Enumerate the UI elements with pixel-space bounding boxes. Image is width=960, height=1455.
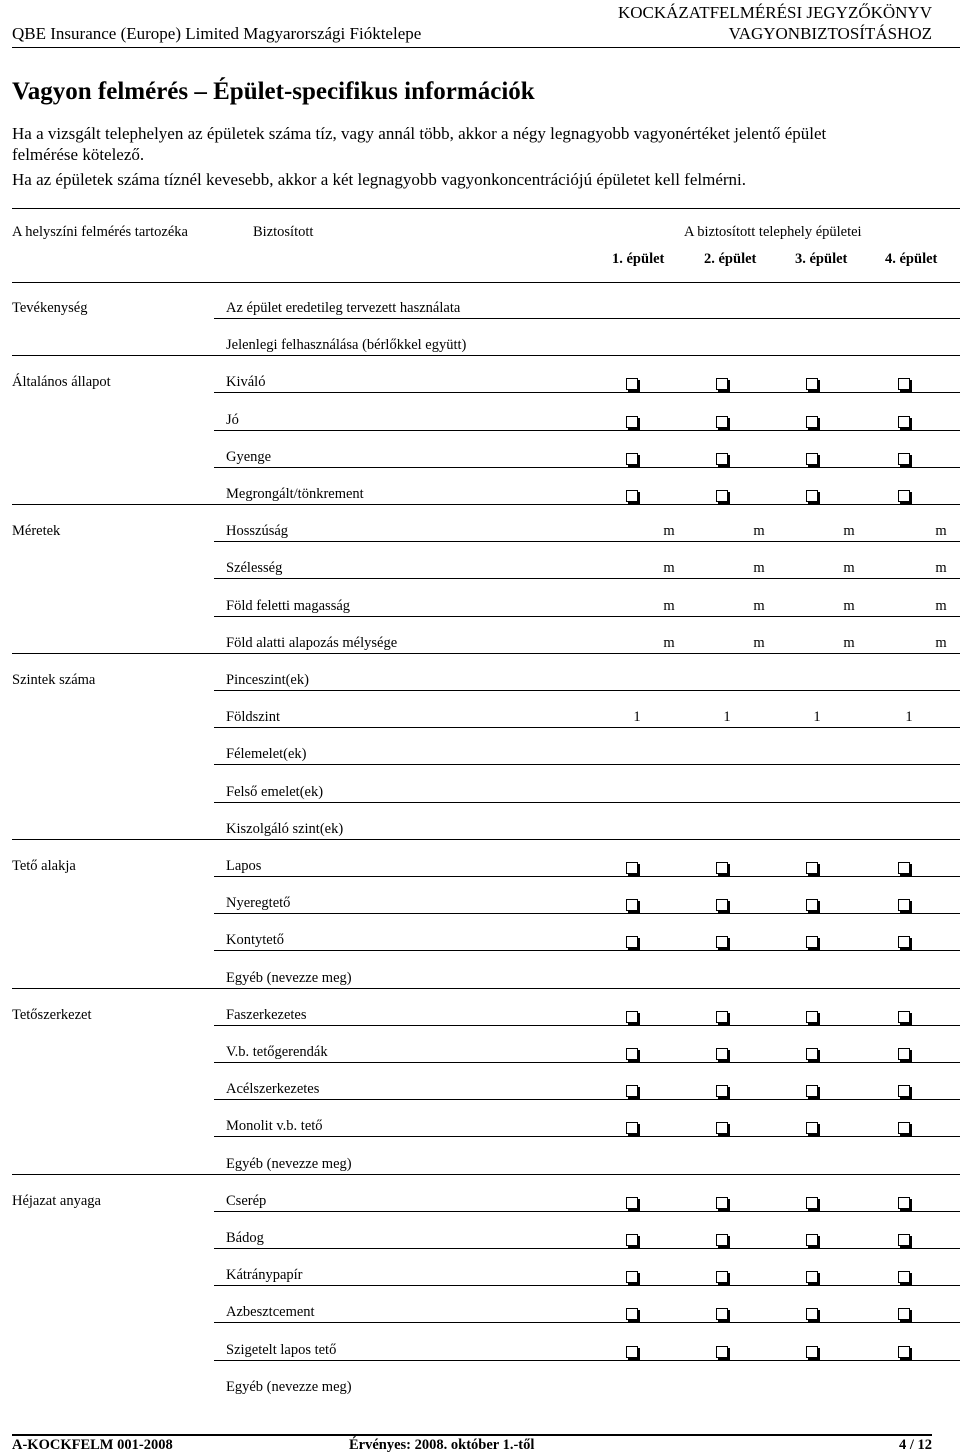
row-label: Föld feletti magasság	[226, 597, 351, 614]
row-label: Egyéb (nevezze meg)	[226, 969, 352, 986]
row-label: Hosszúság	[226, 523, 289, 540]
checkbox-building-4[interactable]	[898, 1197, 910, 1209]
checkbox-building-3[interactable]	[806, 416, 818, 428]
checkbox-building-1[interactable]	[626, 416, 638, 428]
checkbox-building-2[interactable]	[716, 490, 728, 502]
row-label: V.b. tetőgerendák	[226, 1044, 328, 1060]
cell-building-1: m	[663, 597, 675, 614]
checkbox-building-2[interactable]	[716, 453, 728, 465]
checkbox-building-2[interactable]	[716, 1346, 728, 1358]
cell-building-1: m	[663, 523, 675, 540]
checkbox-building-1[interactable]	[626, 1308, 638, 1320]
cell-building-4: m	[935, 560, 947, 577]
row-rule	[214, 1136, 960, 1137]
checkbox-building-1[interactable]	[626, 899, 638, 911]
cell-building-4: m	[935, 523, 947, 540]
checkbox-building-2[interactable]	[716, 1271, 728, 1283]
row-label: Egyéb (nevezze meg)	[226, 1155, 352, 1172]
row-label: Felső emelet(ek)	[226, 783, 324, 800]
checkbox-building-3[interactable]	[806, 453, 818, 465]
checkbox-building-4[interactable]	[898, 1308, 910, 1320]
checkbox-building-3[interactable]	[806, 1234, 818, 1246]
row-rule	[214, 764, 960, 765]
row-label: Gyenge	[226, 448, 272, 465]
row-rule	[214, 430, 960, 431]
row-rule	[12, 504, 960, 505]
checkbox-building-2[interactable]	[716, 899, 728, 911]
checkbox-building-3[interactable]	[806, 1122, 818, 1134]
checkbox-building-3[interactable]	[806, 1308, 818, 1320]
footer-rule	[12, 1434, 932, 1436]
checkbox-building-4[interactable]	[898, 490, 910, 502]
row-rule	[12, 988, 960, 989]
row-label: Félemelet(ek)	[226, 746, 307, 763]
checkbox-building-3[interactable]	[806, 1271, 818, 1283]
row-label: Pinceszint(ek)	[226, 672, 309, 688]
checkbox-building-2[interactable]	[716, 1308, 728, 1320]
checkbox-building-4[interactable]	[898, 936, 910, 948]
checkbox-building-4[interactable]	[898, 862, 910, 874]
row-rule	[214, 690, 960, 691]
checkbox-building-4[interactable]	[898, 899, 910, 911]
row-label: Nyeregtető	[226, 895, 291, 912]
checkbox-building-1[interactable]	[626, 1346, 638, 1358]
checkbox-building-1[interactable]	[626, 1085, 638, 1097]
checkbox-building-4[interactable]	[898, 1346, 910, 1358]
cell-building-2: 1	[723, 709, 731, 726]
row-label: Cserép	[226, 1192, 267, 1209]
row-label: Lapos	[226, 858, 262, 874]
checkbox-building-1[interactable]	[626, 378, 638, 390]
checkbox-building-3[interactable]	[806, 899, 818, 911]
row-label: Azbesztcement	[226, 1304, 315, 1321]
row-category: Általános állapot	[12, 374, 111, 391]
checkbox-building-2[interactable]	[716, 1011, 728, 1023]
row-label: Acélszerkezetes	[226, 1081, 320, 1098]
row-label: Bádog	[226, 1230, 264, 1246]
header-rule	[12, 47, 960, 48]
cell-building-1: 1	[633, 709, 641, 726]
row-rule	[214, 727, 960, 728]
row-label: Megrongált/tönkrement	[226, 486, 364, 502]
row-rule	[214, 1211, 960, 1212]
row-label: Földszint	[226, 709, 280, 726]
cell-building-2: m	[753, 560, 765, 577]
checkbox-building-4[interactable]	[898, 1085, 910, 1097]
checkbox-building-2[interactable]	[716, 416, 728, 428]
row-rule	[214, 802, 960, 803]
cell-building-4: 1	[905, 709, 913, 726]
checkbox-building-4[interactable]	[898, 1048, 910, 1060]
checkbox-building-3[interactable]	[806, 1346, 818, 1358]
row-rule	[12, 355, 960, 356]
checkbox-building-1[interactable]	[626, 490, 638, 502]
row-category: Héjazat anyaga	[12, 1192, 101, 1209]
intro-line-1: Ha a vizsgált telephelyen az épületek száma tíz, vagy annál több, akkor a négy legnagyobb vagyonértéket jelentő épület	[12, 124, 827, 143]
cell-building-2: m	[753, 597, 765, 614]
checkbox-building-2[interactable]	[716, 1197, 728, 1209]
row-rule	[214, 1062, 960, 1063]
row-rule	[214, 318, 960, 319]
row-label: Kiváló	[226, 374, 266, 391]
row-label: Szélesség	[226, 560, 283, 577]
row-rule	[12, 839, 960, 840]
row-rule	[214, 1248, 960, 1249]
checkbox-building-1[interactable]	[626, 1197, 638, 1209]
row-category: Méretek	[12, 523, 61, 540]
checkbox-building-1[interactable]	[626, 1011, 638, 1023]
row-category: Tető alakja	[12, 858, 76, 874]
building-2-header: 2. épület	[704, 251, 757, 267]
row-label: Faszerkezetes	[226, 1006, 307, 1023]
intro-line-2: felmérése kötelező.	[12, 145, 145, 164]
row-label: Egyéb (nevezze meg)	[226, 1378, 352, 1395]
checkbox-building-2[interactable]	[716, 936, 728, 948]
row-label: Kátránypapír	[226, 1267, 303, 1284]
checkbox-building-3[interactable]	[806, 1085, 818, 1097]
row-rule	[214, 616, 960, 617]
footer-validity: Érvényes: 2008. október 1.-től	[349, 1437, 535, 1453]
checkbox-building-4[interactable]	[898, 1271, 910, 1283]
row-rule	[12, 653, 960, 654]
row-rule	[214, 876, 960, 877]
checkbox-building-3[interactable]	[806, 1197, 818, 1209]
checkbox-building-2[interactable]	[716, 1234, 728, 1246]
column-header-insured: Biztosított	[253, 224, 314, 240]
row-rule	[214, 467, 960, 468]
column-header-attachment: A helyszíni felmérés tartozéka	[12, 224, 188, 240]
building-3-header: 3. épület	[795, 251, 848, 267]
row-label: Kontytető	[226, 932, 284, 949]
row-label: Jó	[226, 411, 239, 428]
checkbox-building-2[interactable]	[716, 378, 728, 390]
row-rule	[214, 1360, 960, 1361]
checkbox-building-1[interactable]	[626, 1122, 638, 1134]
row-rule	[214, 578, 960, 579]
building-1-header: 1. épület	[612, 251, 665, 267]
column-header-buildings: A biztosított telephely épületei	[684, 224, 862, 240]
company-name: QBE Insurance (Europe) Limited Magyarországi Fióktelepe	[12, 24, 422, 43]
checkbox-building-3[interactable]	[806, 490, 818, 502]
row-category: Tetőszerkezet	[12, 1006, 92, 1023]
row-rule	[214, 541, 960, 542]
checkbox-building-3[interactable]	[806, 378, 818, 390]
cell-building-3: m	[843, 560, 855, 577]
doc-title-line-2: VAGYONBIZTOSÍTÁSHOZ	[728, 24, 932, 43]
cell-building-3: m	[843, 523, 855, 540]
footer-doc-code: A-KOCKFELM 001-2008	[12, 1437, 173, 1453]
checkbox-building-1[interactable]	[626, 1271, 638, 1283]
checkbox-building-4[interactable]	[898, 1011, 910, 1023]
cell-building-3: 1	[813, 709, 821, 726]
row-rule	[214, 1285, 960, 1286]
row-rule	[214, 1025, 960, 1026]
checkbox-building-3[interactable]	[806, 1011, 818, 1023]
footer-page-number: 4 / 12	[898, 1437, 932, 1453]
row-category: Tevékenység	[12, 300, 88, 316]
table-top-rule	[12, 208, 960, 209]
checkbox-building-3[interactable]	[806, 936, 818, 948]
header-bottom-rule	[12, 282, 960, 283]
checkbox-building-3[interactable]	[806, 862, 818, 874]
cell-building-1: m	[663, 634, 675, 651]
checkbox-building-4[interactable]	[898, 1234, 910, 1246]
doc-title-line-1: KOCKÁZATFELMÉRÉSI JEGYZŐKÖNYV	[617, 3, 932, 22]
row-rule	[214, 1322, 960, 1323]
checkbox-building-2[interactable]	[716, 1048, 728, 1060]
intro-line-3: Ha az épületek száma tíznél kevesebb, akkor a két legnagyobb vagyonkoncentrációjú épületet kell felmérni.	[12, 170, 747, 189]
checkbox-building-4[interactable]	[898, 416, 910, 428]
checkbox-building-4[interactable]	[898, 453, 910, 465]
row-rule	[214, 950, 960, 951]
row-rule	[214, 1099, 960, 1100]
row-rule	[214, 392, 960, 393]
checkbox-building-1[interactable]	[626, 862, 638, 874]
row-label: Jelenlegi felhasználása (bérlőkkel együtt)	[226, 337, 467, 354]
row-rule	[214, 913, 960, 914]
checkbox-building-1[interactable]	[626, 1048, 638, 1060]
cell-building-3: m	[843, 634, 855, 651]
cell-building-2: m	[753, 523, 765, 540]
checkbox-building-4[interactable]	[898, 378, 910, 390]
checkbox-building-4[interactable]	[898, 1122, 910, 1134]
checkbox-building-2[interactable]	[716, 1085, 728, 1097]
row-label: Monolit v.b. tető	[226, 1118, 323, 1135]
cell-building-1: m	[663, 560, 675, 577]
checkbox-building-2[interactable]	[716, 1122, 728, 1134]
row-label: Kiszolgáló szint(ek)	[226, 820, 344, 837]
checkbox-building-2[interactable]	[716, 862, 728, 874]
cell-building-3: m	[843, 597, 855, 614]
building-4-header: 4. épület	[885, 251, 938, 267]
row-label: Az épület eredetileg tervezett használata	[226, 300, 461, 316]
checkbox-building-1[interactable]	[626, 453, 638, 465]
cell-building-4: m	[935, 634, 947, 651]
checkbox-building-3[interactable]	[806, 1048, 818, 1060]
cell-building-2: m	[753, 634, 765, 651]
row-label: Szigetelt lapos tető	[226, 1341, 337, 1358]
row-rule	[12, 1174, 960, 1175]
cell-building-4: m	[935, 597, 947, 614]
row-label: Föld alatti alapozás mélysége	[226, 634, 398, 651]
checkbox-building-1[interactable]	[626, 936, 638, 948]
page-title: Vagyon felmérés – Épület-specifikus információk	[12, 78, 535, 105]
checkbox-building-1[interactable]	[626, 1234, 638, 1246]
row-category: Szintek száma	[12, 672, 96, 688]
